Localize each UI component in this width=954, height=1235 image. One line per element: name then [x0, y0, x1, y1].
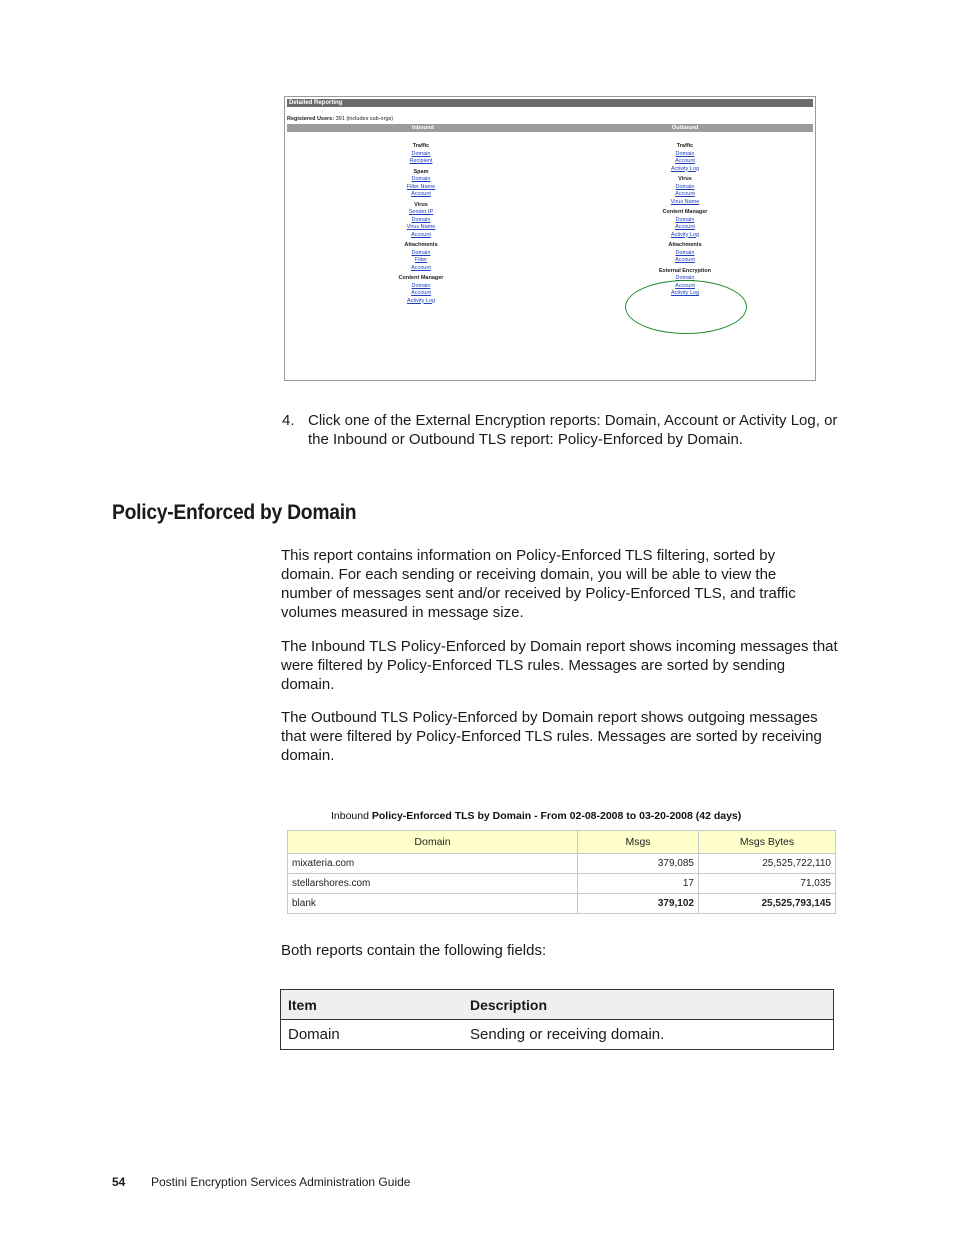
msgs-cell: 379,085	[578, 854, 699, 874]
report-group-heading: Traffic	[412, 143, 430, 149]
inbound-report-column	[351, 143, 491, 308]
table-row	[281, 1020, 834, 1050]
report-group-heading: Content Manager	[662, 209, 708, 215]
msgs-bytes-cell: 71,035	[699, 874, 836, 894]
inbound-report-title-prefix: Inbound	[331, 810, 372, 822]
report-link[interactable]: Domain	[675, 216, 695, 223]
fields-header-item: Item	[281, 990, 464, 1020]
step-number: 4.	[282, 412, 295, 429]
total-msgs-bytes-cell: 25,525,793,145	[699, 894, 836, 914]
report-group	[351, 169, 491, 199]
report-group	[615, 143, 755, 173]
report-group-heading: Traffic	[676, 143, 694, 149]
detailed-reporting-title: Detailed Reporting	[287, 99, 813, 107]
inbound-report-title	[331, 810, 741, 822]
report-group	[351, 202, 491, 240]
table-row	[288, 854, 836, 874]
report-link[interactable]: Recipient	[409, 158, 433, 164]
report-link[interactable]: Domain	[675, 150, 695, 157]
fields-table	[280, 989, 834, 1050]
report-link[interactable]: Account	[411, 191, 431, 197]
report-link[interactable]: Activity Log	[670, 290, 700, 296]
inbound-report-title-bold: Policy-Enforced TLS by Domain - From 02-08-2008 to 03-20-2008 (42 days)	[371, 810, 742, 822]
report-link[interactable]: Virus Name	[670, 198, 700, 205]
column-header-bar	[287, 124, 813, 132]
report-group-heading: Spam	[413, 168, 429, 175]
registered-users-label: Registered Users:	[287, 116, 335, 122]
report-link[interactable]: Account	[675, 158, 695, 164]
field-description-cell: Sending or receiving domain.	[463, 1020, 834, 1050]
report-group-heading: Content Manager	[398, 275, 444, 281]
report-link[interactable]: Domain	[675, 249, 695, 256]
report-link[interactable]: Domain	[411, 282, 431, 289]
report-link[interactable]: Domain	[411, 249, 431, 256]
domain-cell: stellarshores.com	[288, 874, 578, 894]
paragraph-outbound: The Outbound TLS Policy-Enforced by Domain report shows outgoing messages that were filtered by Policy-Enforced TLS rules. Messages are sorted by receiving domain.	[281, 709, 822, 764]
registered-users-value: 391 (includes sub-orgs)	[335, 116, 394, 122]
domain-cell: mixateria.com	[288, 854, 578, 874]
report-link[interactable]: Domain	[411, 216, 431, 223]
report-link[interactable]: Sender IP	[408, 209, 434, 215]
field-item-cell: Domain	[281, 1020, 464, 1050]
registered-users	[287, 116, 393, 122]
msgs-bytes-cell: 25,525,722,110	[699, 854, 836, 874]
report-link[interactable]: Account	[411, 264, 431, 271]
report-link[interactable]: Virus Name	[406, 224, 436, 230]
report-group-heading: Virus	[678, 176, 692, 182]
column-header-msgs[interactable]: Msgs	[578, 831, 699, 854]
report-link[interactable]: Activity Log	[670, 165, 700, 172]
report-link[interactable]: Domain	[675, 275, 695, 281]
report-group	[615, 209, 755, 239]
report-group-heading: Attachments	[668, 242, 702, 248]
page-number: 54	[112, 1175, 126, 1189]
footer-doc-title: Postini Encryption Services Administration Guide	[151, 1175, 411, 1189]
report-link[interactable]: Filter Name	[406, 183, 436, 190]
report-link[interactable]: Account	[675, 191, 695, 197]
column-header-msgs-bytes[interactable]: Msgs Bytes	[699, 831, 836, 854]
total-row	[288, 894, 836, 914]
detailed-reporting-screenshot	[284, 96, 816, 381]
inbound-report-table	[287, 830, 836, 914]
external-encryption-highlight-circle	[625, 280, 747, 334]
total-msgs-cell: 379,102	[578, 894, 699, 914]
column-header-domain[interactable]: Domain	[288, 831, 578, 854]
report-link[interactable]: Domain	[411, 150, 431, 157]
report-link[interactable]: Filter	[414, 257, 428, 263]
report-group-heading: Virus	[414, 201, 428, 208]
report-group	[351, 143, 491, 166]
report-link[interactable]: Account	[675, 282, 695, 289]
total-label-cell: blank	[288, 894, 578, 914]
fields-header-description: Description	[463, 990, 834, 1020]
paragraph-inbound: The Inbound TLS Policy-Enforced by Domain report shows incoming messages that were filtered by Policy-Enforced TLS rules. Messages are sorted by sending domain.	[281, 638, 838, 693]
report-group	[615, 176, 755, 206]
paragraph-intro: This report contains information on Policy-Enforced TLS filtering, sorted by domain. For each sending or receiving domain, you will be able to view the number of messages sent and/or received by Policy-Enforced TLS, and traffic volumes measured in message size.	[281, 547, 796, 621]
report-group-heading: External Encryption	[659, 267, 711, 274]
report-link[interactable]: Account	[675, 224, 695, 230]
outbound-header: Outbound	[672, 125, 699, 131]
report-group	[615, 242, 755, 265]
report-link[interactable]: Domain	[411, 176, 431, 182]
fields-intro-text: Both reports contain the following fields:	[281, 942, 547, 959]
inbound-header: Inbound	[412, 125, 434, 131]
report-link[interactable]: Domain	[675, 183, 695, 190]
table-row	[288, 874, 836, 894]
table-header-row	[288, 831, 836, 854]
report-link[interactable]: Account	[411, 231, 431, 238]
report-group	[351, 242, 491, 272]
msgs-cell: 17	[578, 874, 699, 894]
report-link[interactable]: Activity Log	[406, 297, 436, 304]
section-title: Policy-Enforced by Domain	[112, 501, 357, 524]
step-text: Click one of the External Encryption reports: Domain, Account or Activity Log, or the Inbound or Outbound TLS report: Policy-Enforced by Domain.	[308, 412, 838, 448]
fields-header-row	[281, 990, 834, 1020]
report-link[interactable]: Account	[411, 290, 431, 296]
report-group-heading: Attachments	[404, 242, 438, 248]
report-link[interactable]: Activity Log	[670, 231, 700, 238]
outbound-report-column	[615, 143, 755, 301]
report-group	[351, 275, 491, 305]
report-link[interactable]: Account	[675, 257, 695, 263]
